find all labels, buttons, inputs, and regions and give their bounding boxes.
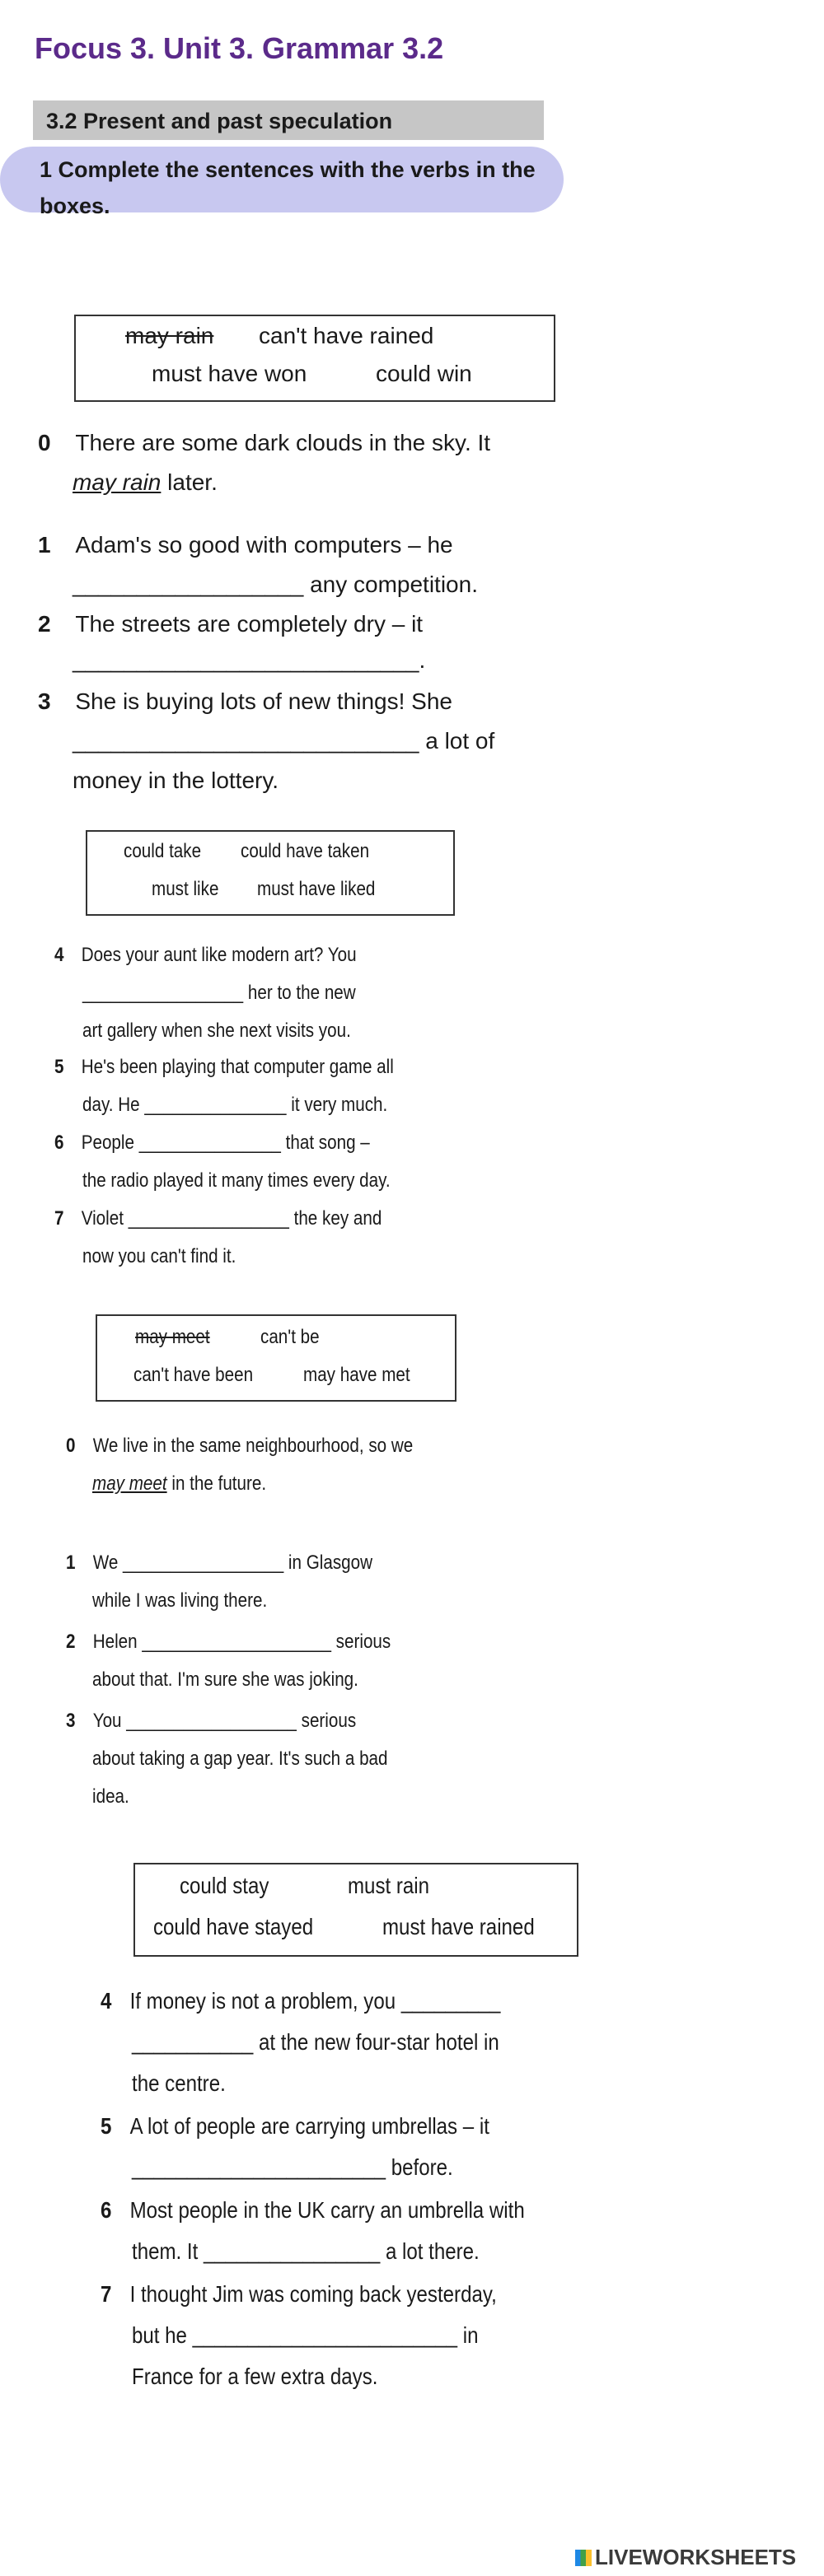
item-number: 3	[38, 688, 51, 714]
sentence-text: The streets are completely dry – it	[75, 611, 424, 637]
answer-blank[interactable]: ____________________	[142, 1631, 331, 1653]
word-box-3	[96, 1314, 456, 1402]
word-box-item: must like	[152, 878, 219, 900]
answer-blank[interactable]: _________	[400, 1988, 501, 2014]
item-number: 5	[54, 1056, 64, 1078]
word-box-item: can't be	[260, 1326, 320, 1348]
exercise-3b-line3: idea.	[92, 1785, 129, 1808]
sentence-text: at the new four-star hotel in	[253, 2029, 499, 2055]
word-box-item: could take	[124, 840, 202, 862]
exercise-1-line2	[73, 572, 478, 598]
item-number: 1	[66, 1552, 76, 1574]
brand-text: LIVEWORKSHEETS	[595, 2545, 797, 2569]
exercise-4b	[101, 1988, 500, 2014]
exercise-5-line2	[82, 1094, 387, 1117]
exercise-4b-line3: the centre.	[132, 2070, 226, 2096]
word-box-item: must have won	[152, 361, 307, 386]
word-box-item: could have taken	[241, 840, 370, 862]
exercise-3-line2	[73, 728, 494, 754]
exercise-4	[54, 944, 357, 967]
item-number: 4	[54, 944, 64, 966]
sentence-text: in Glasgow	[283, 1552, 373, 1574]
item-number: 7	[54, 1207, 64, 1230]
exercise-4b-line2	[132, 2029, 499, 2056]
answer-blank[interactable]: ________________	[203, 2238, 381, 2264]
item-number: 0	[38, 430, 51, 455]
answer-blank[interactable]: ___________________________	[73, 647, 419, 673]
liveworksheets-brand[interactable]	[575, 2545, 796, 2570]
exercise-7b-line2	[132, 2322, 478, 2349]
page-title: Focus 3. Unit 3. Grammar 3.2	[35, 31, 444, 65]
sentence-text: Violet	[81, 1207, 129, 1230]
sentence-text: People	[81, 1132, 139, 1154]
exercise-4-line3: art gallery when she next visits you.	[82, 1020, 351, 1042]
answer-blank[interactable]: _________________	[82, 982, 244, 1004]
item-number: 2	[38, 611, 51, 637]
word-box-1	[74, 315, 555, 402]
exercise-0	[38, 430, 490, 456]
exercise-0-line2	[73, 469, 218, 496]
sentence-text: before.	[386, 2154, 453, 2180]
item-number: 6	[101, 2197, 112, 2223]
exercise-7b	[101, 2281, 497, 2308]
exercise-6-line2: the radio played it many times every day.	[82, 1169, 391, 1192]
exercise-0b	[66, 1435, 413, 1458]
sentence-text: We live in the same neighbourhood, so we	[92, 1435, 414, 1457]
exercise-3b	[66, 1710, 356, 1733]
exercise-2-line2	[73, 647, 425, 674]
exercise-4-line2	[82, 982, 356, 1005]
word-box-item: can't have been	[133, 1364, 254, 1386]
word-box-item: must have liked	[257, 878, 376, 900]
sentence-text: the key and	[288, 1207, 382, 1230]
sentence-text: Most people in the UK carry an umbrella with	[129, 2197, 525, 2223]
word-box-item: could stay	[180, 1873, 269, 1898]
exercise-2	[38, 611, 423, 637]
exercise-2b-line2: about that. I'm sure she was joking.	[92, 1668, 358, 1691]
exercise-6b-line2	[132, 2238, 480, 2265]
sentence-text: that song –	[280, 1132, 370, 1154]
word-box-item: must have rained	[382, 1914, 535, 1939]
answer-blank[interactable]: ___________________________	[73, 728, 419, 754]
sentence-text: If money is not a problem, you	[129, 1988, 401, 2014]
instruction-banner	[0, 147, 564, 218]
exercise-3-line3: money in the lottery.	[73, 768, 279, 793]
instruction-text: 1 Complete the sentences with the verbs in the boxes.	[40, 157, 536, 218]
exercise-7	[54, 1207, 382, 1230]
word-box-item: could win	[376, 361, 472, 386]
sentence-text: her to the new	[243, 982, 356, 1004]
answer-blank[interactable]: _______________________	[132, 2154, 386, 2180]
exercise-1b-line2: while I was living there.	[92, 1589, 268, 1612]
section-subtitle-bar	[33, 100, 544, 140]
item-number: 3	[66, 1710, 76, 1732]
sentence-text: in	[457, 2322, 479, 2348]
answer-blank[interactable]: ________________________	[192, 2322, 458, 2348]
answer-blank[interactable]: ___________	[132, 2029, 254, 2055]
section-subtitle: 3.2 Present and past speculation	[46, 109, 393, 133]
word-box-item: can't have rained	[259, 323, 434, 348]
liveworksheets-logo-icon	[575, 2550, 592, 2566]
sentence-text: but he	[132, 2322, 193, 2348]
sentence-text: You	[92, 1710, 127, 1732]
item-number: 6	[54, 1132, 64, 1154]
sentence-text: day. He	[82, 1094, 145, 1116]
sentence-text: a lot there.	[380, 2238, 480, 2264]
sentence-text: Adam's so good with computers – he	[75, 532, 453, 558]
answer-blank[interactable]: _________________	[123, 1552, 284, 1574]
item-number: 1	[38, 532, 51, 558]
sentence-text: any competition.	[303, 572, 478, 597]
sentence-text: in the future.	[166, 1472, 267, 1495]
sentence-text: Does your aunt like modern art? You	[81, 944, 357, 966]
exercise-7b-line3: France for a few extra days.	[132, 2364, 378, 2389]
word-box-item: may meet	[135, 1326, 210, 1348]
exercise-3	[38, 688, 452, 715]
sentence-text: it very much.	[286, 1094, 388, 1116]
word-box-item: may rain	[125, 323, 214, 348]
sentence-text: serious	[330, 1631, 391, 1653]
item-number: 0	[66, 1435, 76, 1457]
sentence-text: later.	[161, 469, 218, 495]
exercise-6b	[101, 2197, 525, 2224]
sentence-text: She is buying lots of new things! She	[75, 688, 452, 714]
item-number: 4	[101, 1988, 112, 2014]
example-answer: may meet	[92, 1472, 167, 1495]
sentence-text: .	[419, 647, 426, 673]
item-number: 5	[101, 2113, 112, 2139]
sentence-text: A lot of people are carrying umbrellas – it	[129, 2113, 489, 2139]
answer-blank[interactable]: __________________	[73, 572, 304, 597]
exercise-5b-line2	[132, 2154, 453, 2181]
exercise-5b	[101, 2113, 489, 2140]
example-answer: may rain	[73, 469, 162, 495]
sentence-text: a lot of	[419, 728, 495, 754]
exercise-0b-line2	[92, 1472, 266, 1496]
sentence-text: We	[92, 1552, 124, 1574]
item-number: 2	[66, 1631, 76, 1653]
answer-blank[interactable]: _______________	[138, 1132, 281, 1154]
exercise-2b	[66, 1631, 391, 1654]
word-box-4	[133, 1863, 578, 1957]
exercise-7-line2: now you can't find it.	[82, 1245, 236, 1267]
exercise-6	[54, 1132, 370, 1155]
answer-blank[interactable]: _______________	[144, 1094, 287, 1116]
sentence-text: Helen	[92, 1631, 143, 1653]
word-box-item: must rain	[348, 1873, 430, 1898]
exercise-5	[54, 1056, 394, 1079]
sentence-text: them. It	[132, 2238, 204, 2264]
exercise-1	[38, 532, 453, 558]
answer-blank[interactable]: _________________	[128, 1207, 289, 1230]
exercise-3b-line2: about taking a gap year. It's such a bad	[92, 1748, 388, 1770]
sentence-text: There are some dark clouds in the sky. It	[75, 430, 491, 455]
word-box-2	[86, 830, 455, 916]
sentence-text: He's been playing that computer game all	[81, 1056, 394, 1078]
sentence-text: I thought Jim was coming back yesterday,	[129, 2281, 497, 2307]
exercise-1b	[66, 1552, 372, 1575]
item-number: 7	[101, 2281, 112, 2307]
word-box-item: may have met	[303, 1364, 410, 1386]
word-box-item: could have stayed	[153, 1914, 314, 1939]
answer-blank[interactable]: __________________	[126, 1710, 297, 1732]
sentence-text: serious	[296, 1710, 357, 1732]
